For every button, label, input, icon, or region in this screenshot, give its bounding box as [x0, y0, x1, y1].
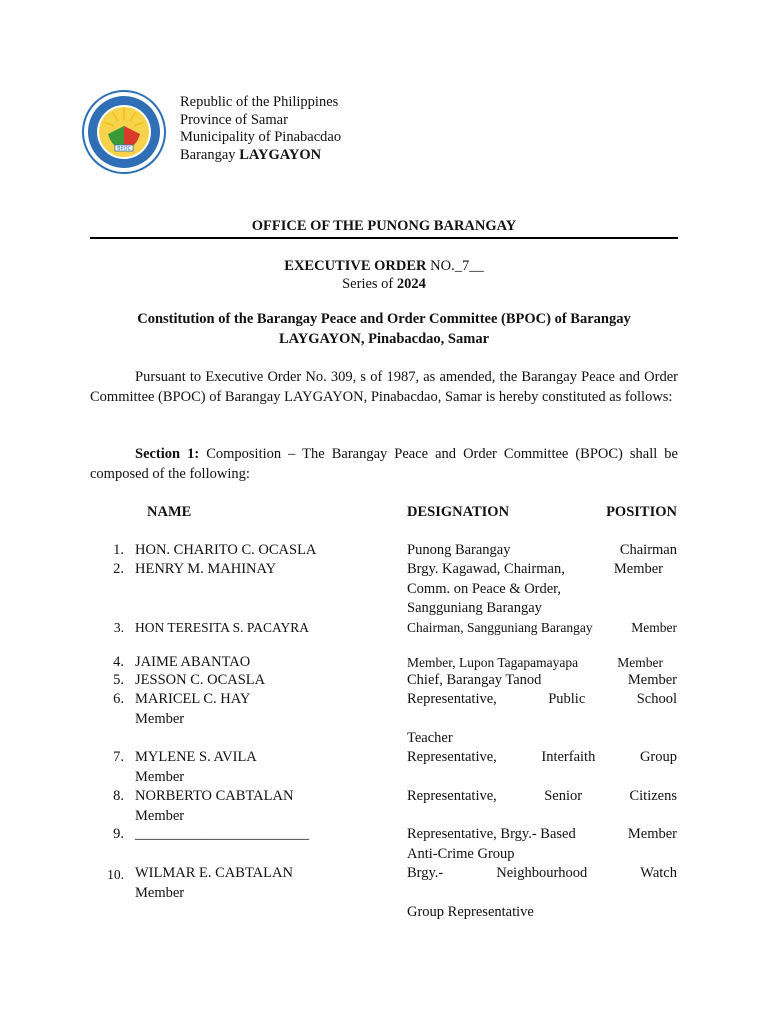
member-number: 6.: [113, 691, 124, 707]
member-name-blank: ________________________: [135, 826, 309, 842]
member-name: WILMAR E. CABTALAN Member: [135, 865, 293, 901]
member-number: 4.: [113, 654, 124, 670]
member-position: Member: [627, 672, 677, 688]
member-name: JAIME ABANTAO: [135, 654, 251, 670]
member-number: 9.: [113, 826, 124, 842]
column-header-name: NAME: [147, 504, 192, 520]
member-name: NORBERTO CABTALAN Member: [135, 788, 294, 824]
section-1-paragraph: Section 1: Composition – The Barangay Peace and Order Committee (BPOC) shall be composed of the following:: [90, 446, 678, 482]
barangay-seal-logo: [82, 90, 166, 174]
order-subject: Constitution of the Barangay Peace and Order Committee (BPOC) of Barangay LAYGAYON, Pinabacdao, Samar: [137, 311, 631, 347]
member-number: 5.: [113, 672, 124, 688]
member-name: HENRY M. MAHINAY: [135, 561, 277, 577]
member-designation: Representative, Brgy.- Based Anti-Crime Group: [407, 826, 576, 862]
title-divider: [90, 237, 678, 239]
member-position: Member: [617, 655, 663, 670]
letterhead-line-country: Republic of the Philippines: [180, 94, 339, 110]
letterhead-line-barangay: Barangay LAYGAYON: [180, 146, 322, 163]
column-header-position: POSITION: [606, 504, 677, 520]
letterhead: [180, 94, 341, 164]
member-name: HON. CHARITO C. OCASLA: [135, 542, 317, 558]
member-number: 10.: [107, 867, 124, 882]
member-designation: Chief, Barangay Tanod: [407, 672, 542, 688]
member-designation: Brgy.- Neighbourhood Watch: [407, 865, 677, 881]
member-designation: Representative, Senior Citizens: [407, 788, 677, 804]
svg-text:BPOC: BPOC: [117, 146, 131, 152]
member-designation: Brgy. Kagawad, Chairman, Comm. on Peace & Order, Sangguniang Barangay: [407, 561, 565, 616]
member-number: 1.: [113, 542, 124, 558]
member-name: JESSON C. OCASLA: [135, 672, 266, 688]
office-title: OFFICE OF THE PUNONG BARANGAY: [251, 218, 517, 234]
member-designation-continued: Teacher: [407, 730, 453, 746]
letterhead-line-province: Province of Samar: [180, 111, 288, 128]
member-name: HON TERESITA S. PACAYRA: [135, 620, 309, 635]
member-number: 8.: [113, 788, 124, 804]
member-designation: Chairman, Sangguniang Barangay: [407, 620, 593, 635]
member-position: Member: [627, 826, 677, 842]
member-designation: Punong Barangay: [407, 542, 511, 558]
column-header-designation: DESIGNATION: [407, 504, 510, 520]
member-designation: Representative, Public School: [407, 691, 677, 707]
executive-order-series: Series of 2024: [342, 276, 426, 292]
member-designation: Representative, Interfaith Group: [407, 749, 677, 765]
intro-paragraph: Pursuant to Executive Order No. 309, s of 1987, as amended, the Barangay Peace and Order Committee (BPOC) of Barangay LAYGAYON, Pinabacdao, Samar is hereby constituted as follows:: [90, 369, 678, 405]
member-name: MARICEL C. HAY Member: [135, 691, 251, 727]
member-name: MYLENE S. AVILA Member: [135, 749, 257, 785]
member-designation-continued: Group Representative: [407, 904, 534, 920]
executive-order-number: EXECUTIVE ORDER NO._7__: [284, 258, 484, 274]
member-designation: Member, Lupon Tagapamayapa: [407, 655, 579, 670]
member-number: 2.: [113, 561, 124, 577]
member-position: Member: [613, 561, 663, 577]
member-number: 3.: [113, 620, 124, 635]
member-position: Member: [631, 620, 677, 635]
member-number: 7.: [113, 749, 124, 765]
member-position: Chairman: [619, 542, 677, 558]
letterhead-line-municipality: Municipality of Pinabacdao: [180, 129, 342, 145]
